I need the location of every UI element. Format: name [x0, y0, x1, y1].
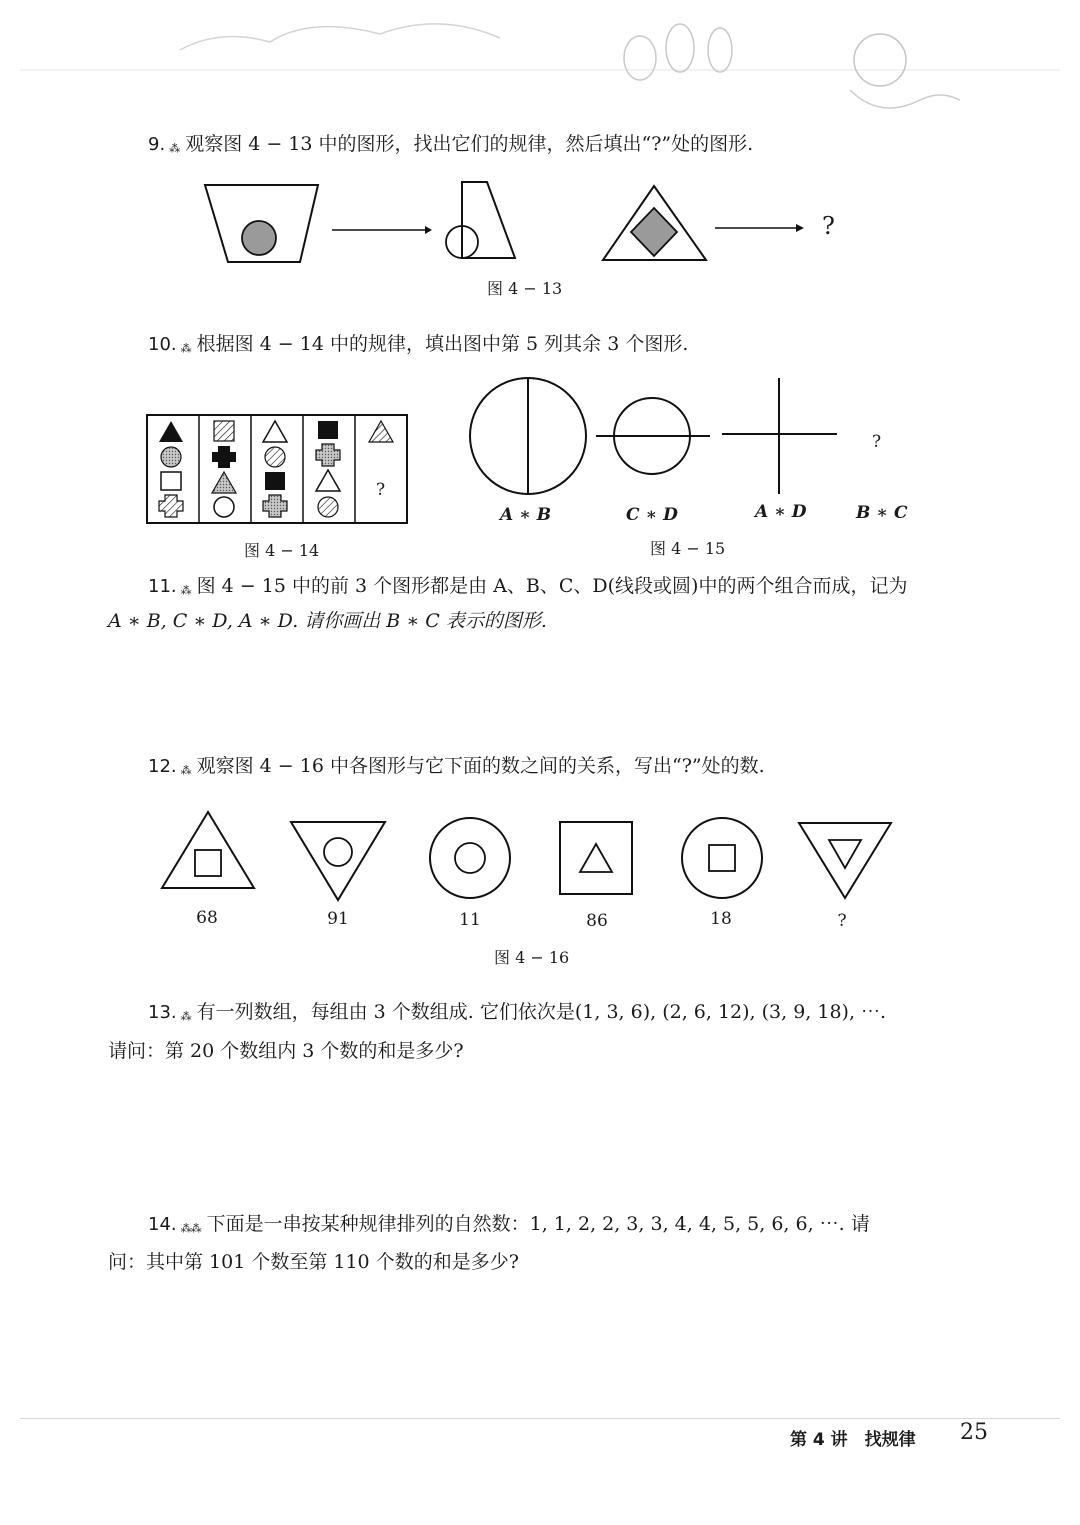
question-number: 13.	[148, 1002, 177, 1023]
figure-number: ?	[837, 911, 847, 931]
figure-caption: 图 4 − 13	[487, 279, 563, 298]
question-mark: ?	[872, 432, 882, 452]
chapter-title: 第 4 讲 找规律	[790, 1430, 916, 1450]
figure-label: B ∗ C	[856, 503, 908, 523]
question-mark: ?	[822, 212, 835, 240]
inner-circle	[455, 843, 485, 873]
question-14	[148, 1210, 870, 1241]
figure-caption: 图 4 − 14	[244, 541, 320, 560]
difficulty-stars-icon: ⁂	[180, 342, 191, 355]
outer-circle	[430, 818, 510, 898]
question-text: 观察图 4 − 13 中的图形，找出它们的规律，然后填出“?”处的图形.	[185, 133, 754, 155]
difficulty-stars-icon: ⁂	[169, 142, 180, 155]
inner-square	[195, 850, 221, 876]
figure-number: 91	[327, 909, 349, 929]
question-14-line-2: 问：其中第 101 个数至第 110 个数的和是多少?	[108, 1251, 519, 1273]
difficulty-stars-icon: ⁂	[180, 584, 191, 597]
inner-inverted-triangle	[829, 840, 861, 868]
inner-circle	[324, 838, 352, 866]
outer-circle	[682, 818, 762, 898]
question-text: 下面是一串按某种规律排列的自然数：1, 1, 2, 2, 3, 3, 4, 4, 5, 5, 6, 6, ⋯. 请	[206, 1213, 870, 1235]
figure-caption: 图 4 − 15	[650, 539, 726, 558]
question-number: 12.	[148, 756, 177, 777]
inverted-triangle-shape	[291, 822, 385, 900]
question-number: 11.	[148, 576, 177, 597]
figure-number: 68	[196, 908, 218, 928]
question-text: 有一列数组，每组由 3 个数组成. 它们依次是(1, 3, 6), (2, 6, 12), (3, 9, 18), ⋯.	[196, 1001, 887, 1023]
question-mark: ?	[376, 480, 386, 500]
question-text: 根据图 4 − 14 中的规律，填出图中第 5 列其余 3 个图形.	[196, 333, 689, 355]
question-13-line-2: 请问：第 20 个数组内 3 个数的和是多少?	[108, 1040, 464, 1062]
figure-number: 86	[586, 911, 608, 931]
inner-square	[709, 845, 735, 871]
inverted-triangle-shape	[799, 823, 891, 898]
question-text: 观察图 4 − 16 中各图形与它下面的数之间的关系，写出“?”处的数.	[196, 755, 765, 777]
question-11-line-2: A ∗ B, C ∗ D, A ∗ D. 请你画出 B ∗ C 表示的图形.	[108, 610, 547, 632]
figure-number: 11	[459, 910, 481, 930]
question-text: 图 4 − 15 中的前 3 个图形都是由 A、B、C、D(线段或圆)中的两个组合而成，记为	[196, 575, 908, 597]
outer-square	[560, 822, 632, 894]
difficulty-stars-icon: ⁂⁂	[180, 1222, 201, 1235]
difficulty-stars-icon: ⁂	[180, 764, 191, 777]
figure-label: C ∗ D	[626, 505, 678, 525]
question-number: 14.	[148, 1214, 177, 1235]
inner-triangle	[580, 844, 612, 872]
question-number: 10.	[148, 334, 177, 355]
page-number: 25	[960, 1420, 988, 1445]
figure-caption: 图 4 − 16	[494, 948, 570, 967]
question-number: 9.	[148, 134, 166, 155]
question-13	[148, 998, 886, 1029]
difficulty-stars-icon: ⁂	[180, 1010, 191, 1023]
footer-rule	[20, 1418, 1060, 1419]
figure-label: A ∗ D	[755, 502, 807, 522]
figure-number: 18	[710, 909, 732, 929]
figure-label: A ∗ B	[500, 505, 552, 525]
